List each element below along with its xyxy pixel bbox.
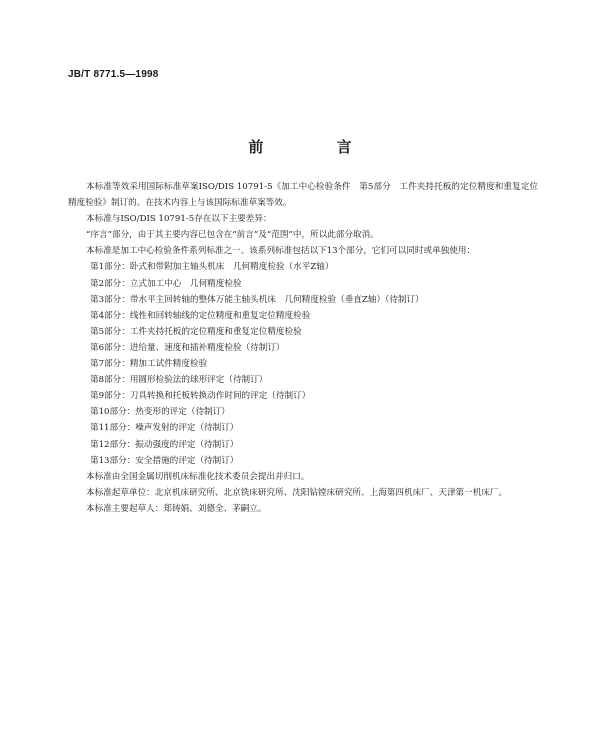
- page-title: 前 言: [248, 138, 386, 156]
- list-item-part-1: 第1部分：卧式和带附加主轴头机床 几何精度检验（水平Z轴）: [90, 262, 334, 273]
- paragraph-preface-note: “序言”部分，由于其主要内容已包含在“前言”及“范围”中，所以此部分取消。: [86, 230, 379, 241]
- list-item-part-10: 第10部分：热变形的评定（待制订）: [90, 407, 230, 418]
- paragraph-drafting-units: 本标准起草单位：北京机床研究所、北京铣床研究所、沈阳钻镗床研究所、上海第四机床厂、天津第一机床厂。: [86, 487, 508, 498]
- standard-code: JB/T 8771.5—1998: [68, 69, 159, 80]
- paragraph-series: 本标准是加工中心检验条件系列标准之一。该系列标准包括以下13个部分，它们可以同时或单独使用：: [86, 246, 476, 257]
- paragraph-differences: 本标准与ISO/DIS 10791-5存在以下主要差异：: [86, 214, 272, 225]
- list-item-part-11: 第11部分：噪声发射的评定（待制订）: [90, 423, 239, 434]
- list-item-part-7: 第7部分：精加工试件精度检验: [90, 359, 208, 370]
- list-item-part-12: 第12部分：振动强度的评定（待制订）: [90, 439, 239, 450]
- list-item-part-13: 第13部分：安全措施的评定（待制订）: [90, 455, 239, 466]
- paragraph-equivalence: 本标准等效采用国际标准草案ISO/DIS 10791-5《加工中心检验条件 第5部分 工件夹持托板的定位精度和重复定位精度检验》制订的。在技术内容上与该国际标准草案等效。: [68, 182, 538, 209]
- foreword-body: [68, 179, 538, 517]
- list-item-part-6: 第6部分：进给量、速度和插补精度检验（待制订）: [90, 342, 285, 353]
- paragraph-drafters: 本标准主要起草人：郑铸娟、刘德全、茅嗣立。: [86, 503, 267, 514]
- paragraph-proposer: 本标准由全国金属切削机床标准化技术委员会提出并归口。: [86, 471, 310, 482]
- list-item-part-3: 第3部分：带水平主回转轴的整体万能主轴头机床 几何精度检验（垂直Z轴）（待制订）: [90, 294, 424, 305]
- list-item-part-5: 第5部分：工件夹持托板的定位精度和重复定位精度检验: [90, 326, 302, 337]
- list-item-part-4: 第4部分：线性和回转轴线的定位精度和重复定位精度检验: [90, 310, 311, 321]
- list-item-part-2: 第2部分：立式加工中心 几何精度检验: [90, 278, 242, 289]
- list-item-part-9: 第9部分：刀具转换和托板转换动作时间的评定（待制订）: [90, 391, 311, 402]
- list-item-part-8: 第8部分：用圆形检验法的球形评定（待制订）: [90, 375, 268, 386]
